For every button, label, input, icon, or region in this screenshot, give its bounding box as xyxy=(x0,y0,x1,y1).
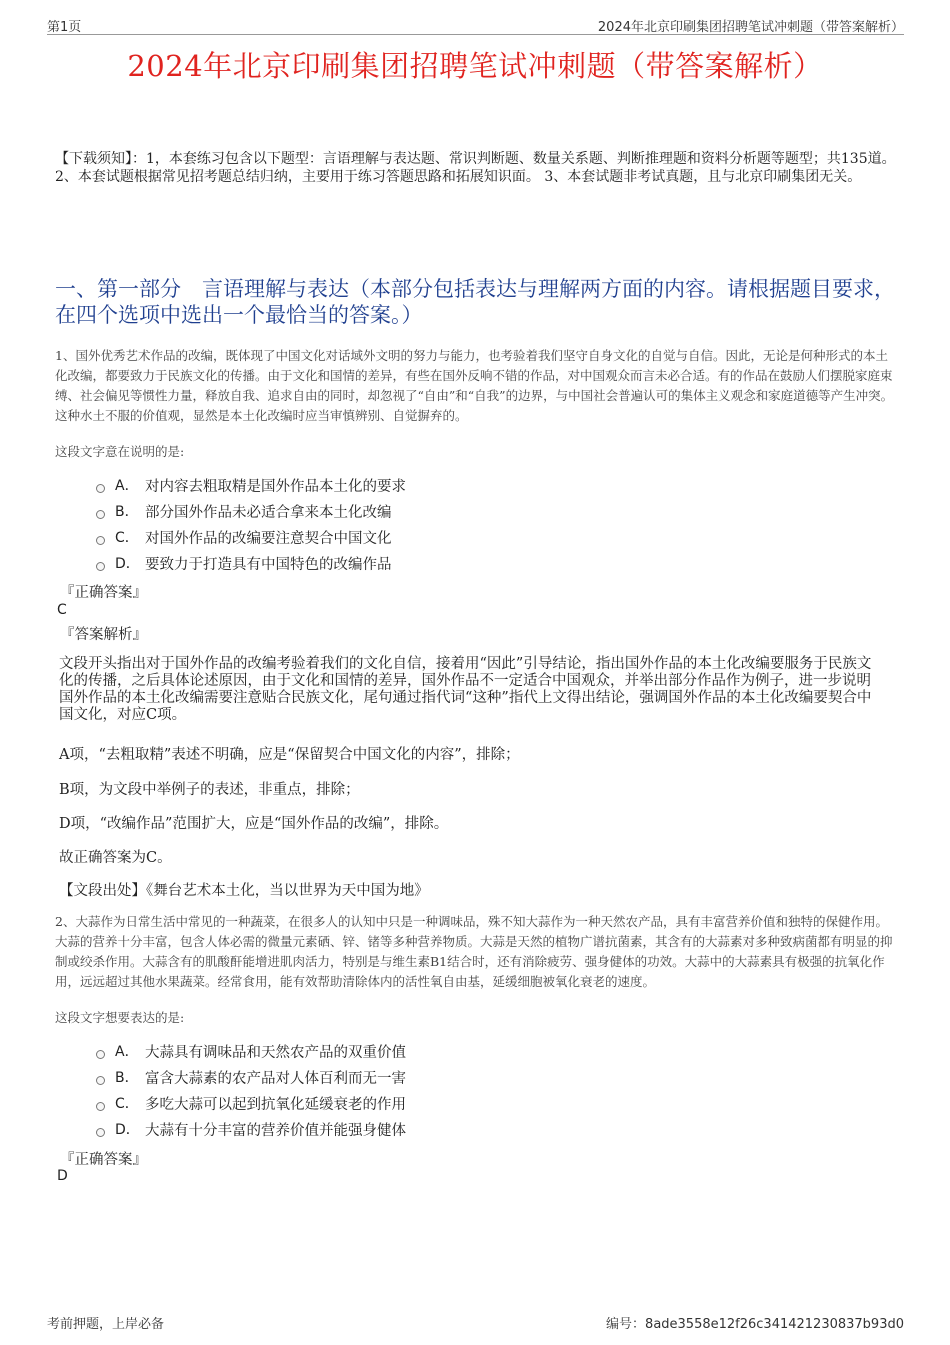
page-number: 第1页 xyxy=(47,20,82,35)
question-1-options xyxy=(96,472,796,576)
footer-code xyxy=(606,1313,904,1332)
question-2-text: 2、大蒜作为日常生活中常见的一种蔬菜，在很多人的认知中只是一种调味品，殊不知大蒜作为一种天然农产品，具有丰富营养价值和独特的保健作用。大蒜的营养十分丰富，包含人体必需的微量元素硒、锌、锗等多种营养物质。大蒜是天然的植物广谱抗菌素，其含有的大蒜素对多种致病菌都有明显的抑制或绞杀作用。大蒜含有的肌酸酐能增进肌肉活力，特别是与维生素B1结合时，还有消除疲劳、强身健体的功效。大蒜中的大蒜素具有极强的抗氧化作用，远远超过其他水果蔬菜。经常食用，能有效帮助清除体内的活性氧自由基，延缓细胞被氧化衰老的速度。 xyxy=(55,914,893,989)
radio-icon[interactable] xyxy=(96,1128,105,1137)
q2-answer-label: 『正确答案』 xyxy=(60,1152,147,1168)
question-1-prompt: 这段文字意在说明的是: xyxy=(55,444,185,459)
radio-icon[interactable] xyxy=(96,536,105,545)
q1-analysis: 文段开头指出对于国外作品的改编考验着我们的文化自信，接着用“因此”引导结论，指出国外作品的本土化改编要服务于民族文化的传播，之后具体论述原因，由于文化和国情的差异，国外作品不一定适合中国观众，并举出部分作品作为例子，进一步说明国外作品的本土化改编需要注意贴合民族文化，尾句通过指代词“这种”指代上文得出结论，强调国外作品的本土化改编要契合中国文化，对应C项。 xyxy=(59,656,872,723)
q2-option-c[interactable]: C． 多吃大蒜可以起到抗氧化延缓衰老的作用 xyxy=(96,1090,796,1116)
section-heading: 一、第一部分 言语理解与表达（本部分包括表达与理解两方面的内容。请根据题目要求，在四个选项中选出一个最恰当的答案。） xyxy=(55,277,895,327)
q1-answer: C xyxy=(57,602,67,618)
q1-option-c[interactable]: C． 对国外作品的改编要注意契合中国文化 xyxy=(96,524,796,550)
page-header xyxy=(47,14,904,35)
question-1-text: 1、国外优秀艺术作品的改编，既体现了中国文化对话域外文明的努力与能力，也考验着我们坚守自身文化的自觉与自信。因此，无论是何种形式的本土化改编，都要致力于民族文化的传播。由于文化和国情的差异，有些在国外反响不错的作品，对中国观众而言未必合适。有的作品在鼓励人们摆脱家庭束缚、社会偏见等惯性力量，释放自我、追求自由的同时，却忽视了“自由”和“自我”的边界，与中国社会普遍认可的集体主义观念和家庭道德等产生冲突。这种水土不服的价值观，显然是本土化改编时应当审慎辨别、自觉摒弃的。 xyxy=(55,348,894,423)
q1-source: 【文段出处】《舞台艺术本土化，当以世界为天中国为地》 xyxy=(59,883,429,899)
q1-option-b[interactable]: B． 部分国外作品未必适合拿来本土化改编 xyxy=(96,498,796,524)
radio-icon[interactable] xyxy=(96,562,105,571)
q1-analysis-line-d: D项，“改编作品”范围扩大，应是“国外作品的改编”，排除。 xyxy=(59,816,449,832)
q1-conclusion: 故正确答案为C。 xyxy=(59,850,172,866)
page-footer xyxy=(47,1313,904,1331)
radio-icon[interactable] xyxy=(96,1050,105,1059)
q1-analysis-label: 『答案解析』 xyxy=(60,627,147,643)
radio-icon[interactable] xyxy=(96,1102,105,1111)
q2-option-b[interactable]: B． 富含大蒜素的农产品对人体百利而无一害 xyxy=(96,1064,796,1090)
q2-option-d[interactable]: D． 大蒜有十分丰富的营养价值并能强身健体 xyxy=(96,1116,796,1142)
document-title: 2024年北京印刷集团招聘笔试冲刺题（带答案解析） xyxy=(127,49,823,83)
footer-code-label: 编号： xyxy=(606,1317,646,1332)
radio-icon[interactable] xyxy=(96,484,105,493)
q1-analysis-line-b: B项，为文段中举例子的表述，非重点，排除； xyxy=(59,782,360,798)
q1-analysis-line-a: A项，“去粗取精”表述不明确，应是“保留契合中国文化的内容”，排除； xyxy=(59,747,520,763)
q1-option-d[interactable]: D． 要致力于打造具有中国特色的改编作品 xyxy=(96,550,796,576)
header-doc-title: 2024年北京印刷集团招聘笔试冲刺题（带答案解析） xyxy=(597,20,904,35)
q1-answer-label: 『正确答案』 xyxy=(60,585,147,601)
download-notice: 【下载须知】：1，本套练习包含以下题型：言语理解与表达题、常识判断题、数量关系题、判断推理题和资料分析题等题型；共135道。 2、本套试题根据常见招考题总结归纳，主要用于练习答题思路和拓展知识面。 3、本套试题非考试真题，且与北京印刷集团无关。 xyxy=(55,151,896,185)
footer-code-value: 8ade3558e12f26c341421230837b93d0 xyxy=(645,1317,904,1332)
q2-option-a[interactable]: A． 大蒜具有调味品和天然农产品的双重价值 xyxy=(96,1038,796,1064)
question-2-prompt: 这段文字想要表达的是: xyxy=(55,1010,185,1025)
radio-icon[interactable] xyxy=(96,510,105,519)
q2-answer: D xyxy=(57,1168,68,1184)
radio-icon[interactable] xyxy=(96,1076,105,1085)
footer-slogan: 考前押题，上岸必备 xyxy=(47,1317,165,1332)
q1-option-a[interactable]: A． 对内容去粗取精是国外作品本土化的要求 xyxy=(96,472,796,498)
question-2-options xyxy=(96,1038,796,1142)
